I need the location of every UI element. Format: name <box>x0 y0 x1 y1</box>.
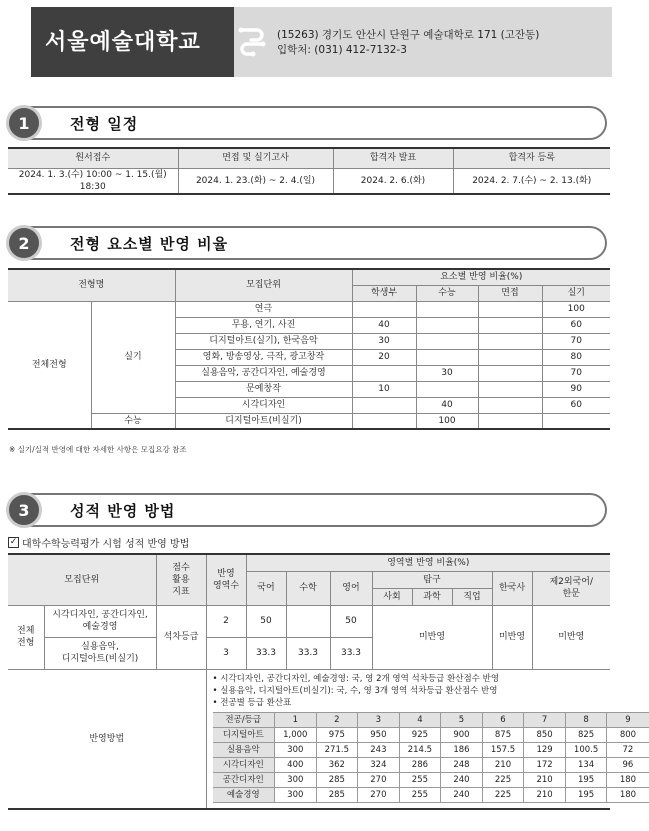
conversion-cell: 270 <box>358 787 400 802</box>
conversion-cell: 271.5 <box>316 742 358 757</box>
ratio-type-name: 전체전형 <box>8 301 91 429</box>
conversion-cell: 129 <box>524 742 566 757</box>
grades-count: 3 <box>206 637 246 669</box>
schedule-header: 면접 및 실기고사 <box>178 148 333 168</box>
method-bullet: • 전공별 등급 환산표 <box>213 697 607 709</box>
conversion-cell: 225 <box>482 787 524 802</box>
conversion-cell: 157.5 <box>482 742 524 757</box>
conversion-cell: 285 <box>316 772 358 787</box>
ratio-category-practical: 실기 <box>91 301 175 413</box>
conversion-row <box>213 727 649 742</box>
grades-header-korean: 국어 <box>246 571 286 605</box>
grades-method-content <box>206 669 637 809</box>
conversion-cell: 850 <box>524 727 566 742</box>
ratio-value <box>478 365 542 381</box>
ratio-note: ※ 실기/실적 반영에 대한 자세한 사항은 모집요강 참조 <box>9 445 187 454</box>
grades-english: 50 <box>330 605 372 637</box>
conversion-cell: 240 <box>441 772 483 787</box>
conversion-cell: 400 <box>275 757 317 772</box>
conversion-cell: 210 <box>482 757 524 772</box>
schedule-value: 2024. 1. 3.(수) 10:00 ~ 1. 15.(월) 18:30 <box>8 168 178 194</box>
chain-link-icon <box>237 22 267 62</box>
ratio-value <box>352 413 416 429</box>
ratio-unit: 실용음악, 공간디자인, 예술경영 <box>175 365 352 381</box>
ratio-value <box>478 397 542 413</box>
grades-subheading-text: 대학수학능력평가 시험 성적 반영 방법 <box>22 539 190 550</box>
schedule-header: 합격자 등록 <box>453 148 610 168</box>
grades-header-count: 반영 영역수 <box>206 554 246 605</box>
conversion-row-label: 공간디자인 <box>213 772 275 787</box>
grades-inquiry-not-applied: 미반영 <box>372 605 492 669</box>
conversion-row-label: 전공/등급 <box>213 712 275 727</box>
conversion-cell: 875 <box>482 727 524 742</box>
conversion-cell: 195 <box>565 787 607 802</box>
conversion-cell: 1 <box>275 712 317 727</box>
ratio-value: 70 <box>542 365 610 381</box>
grades-header-foreign: 제2외국어/ 한문 <box>532 571 610 605</box>
conversion-row-label: 실용음악 <box>213 742 275 757</box>
conversion-cell: 300 <box>275 742 317 757</box>
grades-table <box>8 553 637 810</box>
conversion-cell: 3 <box>358 712 400 727</box>
phone-text: 입학처: (031) 412-7132-3 <box>277 44 407 56</box>
address-text: (15263) 경기도 안산시 단원구 예술대학로 171 (고잔동) <box>277 29 540 41</box>
conversion-cell: 255 <box>399 787 441 802</box>
ratio-unit: 디지털아트(비실기) <box>175 413 352 429</box>
ratio-value: 30 <box>352 333 416 349</box>
ratio-value <box>352 365 416 381</box>
conversion-cell: 9 <box>607 712 649 727</box>
conversion-cell: 7 <box>524 712 566 727</box>
conversion-cell: 96 <box>607 757 649 772</box>
conversion-cell: 186 <box>441 742 483 757</box>
conversion-cell: 2 <box>316 712 358 727</box>
ratio-value: 40 <box>416 397 478 413</box>
section-number-badge: 2 <box>6 225 42 261</box>
grade-conversion-table <box>213 712 649 803</box>
ratio-value: 100 <box>542 301 610 317</box>
conversion-cell: 8 <box>565 712 607 727</box>
ratio-value <box>542 413 610 429</box>
grades-math <box>286 605 330 637</box>
grades-korean: 50 <box>246 605 286 637</box>
grades-foreign-not-applied: 미반영 <box>532 605 610 669</box>
conversion-cell: 255 <box>399 772 441 787</box>
grades-header-history: 한국사 <box>492 571 532 605</box>
ratio-value <box>416 333 478 349</box>
conversion-cell: 975 <box>316 727 358 742</box>
ratio-header-col: 면접 <box>478 285 542 301</box>
ratio-header-unit: 모집단위 <box>175 269 352 301</box>
conversion-cell: 180 <box>607 787 649 802</box>
grades-english: 33.3 <box>330 637 372 669</box>
conversion-cell: 72 <box>607 742 649 757</box>
conversion-cell: 4 <box>399 712 441 727</box>
conversion-cell: 286 <box>399 757 441 772</box>
conversion-cell: 243 <box>358 742 400 757</box>
checkbox-checked-icon: ✓ <box>9 537 18 547</box>
conversion-cell: 210 <box>524 787 566 802</box>
ratio-value <box>478 317 542 333</box>
conversion-row <box>213 742 649 757</box>
conversion-cell: 134 <box>565 757 607 772</box>
conversion-row-label: 시각디자인 <box>213 757 275 772</box>
grades-header-inquiry: 탐구 <box>372 571 492 588</box>
grades-header-english: 영어 <box>330 571 372 605</box>
schedule-value: 2024. 2. 7.(수) ~ 2. 13.(화) <box>453 168 610 194</box>
ratio-value <box>416 349 478 365</box>
conversion-cell: 100.5 <box>565 742 607 757</box>
conversion-row-label: 디지털아트 <box>213 727 275 742</box>
grades-header-job: 직업 <box>452 588 492 605</box>
grades-korean: 33.3 <box>246 637 286 669</box>
grades-unit: 실용음악, 디지털아트(비실기) <box>44 637 156 669</box>
conversion-cell: 240 <box>441 787 483 802</box>
grades-count: 2 <box>206 605 246 637</box>
conversion-cell: 900 <box>441 727 483 742</box>
ratio-value: 30 <box>416 365 478 381</box>
university-header <box>31 7 612 77</box>
conversion-cell: 324 <box>358 757 400 772</box>
ratio-value: 70 <box>542 333 610 349</box>
method-bullet: • 실용음악, 디지털아트(비실기): 국, 수, 영 3개 영역 석차등급 환산점수 반영 <box>213 685 607 697</box>
ratio-header-col: 학생부 <box>352 285 416 301</box>
conversion-cell: 362 <box>316 757 358 772</box>
ratio-header-group: 요소별 반영 비율(%) <box>352 269 610 285</box>
ratio-value: 100 <box>416 413 478 429</box>
ratio-unit: 연극 <box>175 301 352 317</box>
ratio-value <box>416 381 478 397</box>
conversion-row <box>213 772 649 787</box>
conversion-cell: 800 <box>607 727 649 742</box>
grades-history-not-applied: 미반영 <box>492 605 532 669</box>
section-ratio-header <box>6 226 609 260</box>
conversion-cell: 300 <box>275 787 317 802</box>
conversion-cell: 270 <box>358 772 400 787</box>
contact-info <box>277 28 539 58</box>
section-title: 전형 요소별 반영 비율 <box>70 235 229 253</box>
ratio-value: 40 <box>352 317 416 333</box>
ratio-unit: 영화, 방송영상, 극작, 광고창작 <box>175 349 352 365</box>
conversion-cell: 214.5 <box>399 742 441 757</box>
conversion-cell: 1,000 <box>275 727 317 742</box>
ratio-value <box>478 381 542 397</box>
conversion-row <box>213 787 649 802</box>
conversion-cell: 195 <box>565 772 607 787</box>
grades-index-value: 석차등급 <box>156 605 206 669</box>
ratio-unit: 디지털아트(실기), 한국음악 <box>175 333 352 349</box>
grades-header-social: 사회 <box>372 588 412 605</box>
conversion-header-row <box>213 712 649 727</box>
university-title: 서울예술대학교 <box>45 30 201 55</box>
conversion-cell: 925 <box>399 727 441 742</box>
schedule-header: 합격자 발표 <box>333 148 453 168</box>
grades-header-math: 수학 <box>286 571 330 605</box>
grades-math: 33.3 <box>286 637 330 669</box>
ratio-value: 90 <box>542 381 610 397</box>
conversion-cell: 300 <box>275 772 317 787</box>
ratio-value <box>478 333 542 349</box>
conversion-cell: 225 <box>482 772 524 787</box>
ratio-value: 10 <box>352 381 416 397</box>
section-number-badge: 1 <box>6 105 42 141</box>
schedule-value: 2024. 1. 23.(화) ~ 2. 4.(일) <box>178 168 333 194</box>
grades-subheading <box>8 535 189 550</box>
ratio-unit: 시각디자인 <box>175 397 352 413</box>
ratio-value <box>352 397 416 413</box>
ratio-value <box>478 301 542 317</box>
ratio-header-col: 실기 <box>542 285 610 301</box>
ratio-value: 20 <box>352 349 416 365</box>
grades-header-science: 과학 <box>412 588 452 605</box>
grades-header-group: 영역별 반영 비율(%) <box>246 554 610 571</box>
section-title: 성적 반영 방법 <box>70 502 176 520</box>
conversion-cell: 172 <box>524 757 566 772</box>
ratio-table <box>8 268 610 430</box>
ratio-value <box>416 317 478 333</box>
grades-header-unit: 모집단위 <box>8 554 156 605</box>
header-title-block <box>31 7 234 77</box>
conversion-cell: 950 <box>358 727 400 742</box>
ratio-value: 60 <box>542 317 610 333</box>
conversion-cell: 825 <box>565 727 607 742</box>
ratio-value <box>478 413 542 429</box>
conversion-row <box>213 757 649 772</box>
section-number-badge: 3 <box>6 492 42 528</box>
ratio-category-suneung: 수능 <box>91 413 175 429</box>
conversion-cell: 248 <box>441 757 483 772</box>
section-title: 전형 일정 <box>70 115 139 133</box>
ratio-unit: 문예창작 <box>175 381 352 397</box>
section-grades-header <box>6 493 609 527</box>
method-bullet: • 시각디자인, 공간디자인, 예술경영: 국, 영 2개 영역 석차등급 환산점수 반영 <box>213 673 607 685</box>
ratio-header-type: 전형명 <box>8 269 175 301</box>
ratio-unit: 무용, 연기, 사진 <box>175 317 352 333</box>
ratio-value <box>416 301 478 317</box>
grades-type-name: 전체 전형 <box>8 605 44 669</box>
section-schedule-header <box>6 106 609 140</box>
schedule-header: 원서접수 <box>8 148 178 168</box>
schedule-value: 2024. 2. 6.(화) <box>333 168 453 194</box>
conversion-cell: 5 <box>441 712 483 727</box>
ratio-value: 80 <box>542 349 610 365</box>
grades-unit: 시각디자인, 공간디자인, 예술경영 <box>44 605 156 637</box>
grades-header-index: 점수 활용 지표 <box>156 554 206 605</box>
method-bullet-list <box>213 673 607 709</box>
ratio-value <box>352 301 416 317</box>
conversion-cell: 6 <box>482 712 524 727</box>
ratio-header-col: 수능 <box>416 285 478 301</box>
conversion-cell: 180 <box>607 772 649 787</box>
schedule-table <box>8 147 610 195</box>
ratio-value <box>478 349 542 365</box>
conversion-row-label: 예술경영 <box>213 787 275 802</box>
conversion-cell: 210 <box>524 772 566 787</box>
ratio-value: 60 <box>542 397 610 413</box>
conversion-cell: 285 <box>316 787 358 802</box>
grades-method-label: 반영방법 <box>8 669 206 809</box>
